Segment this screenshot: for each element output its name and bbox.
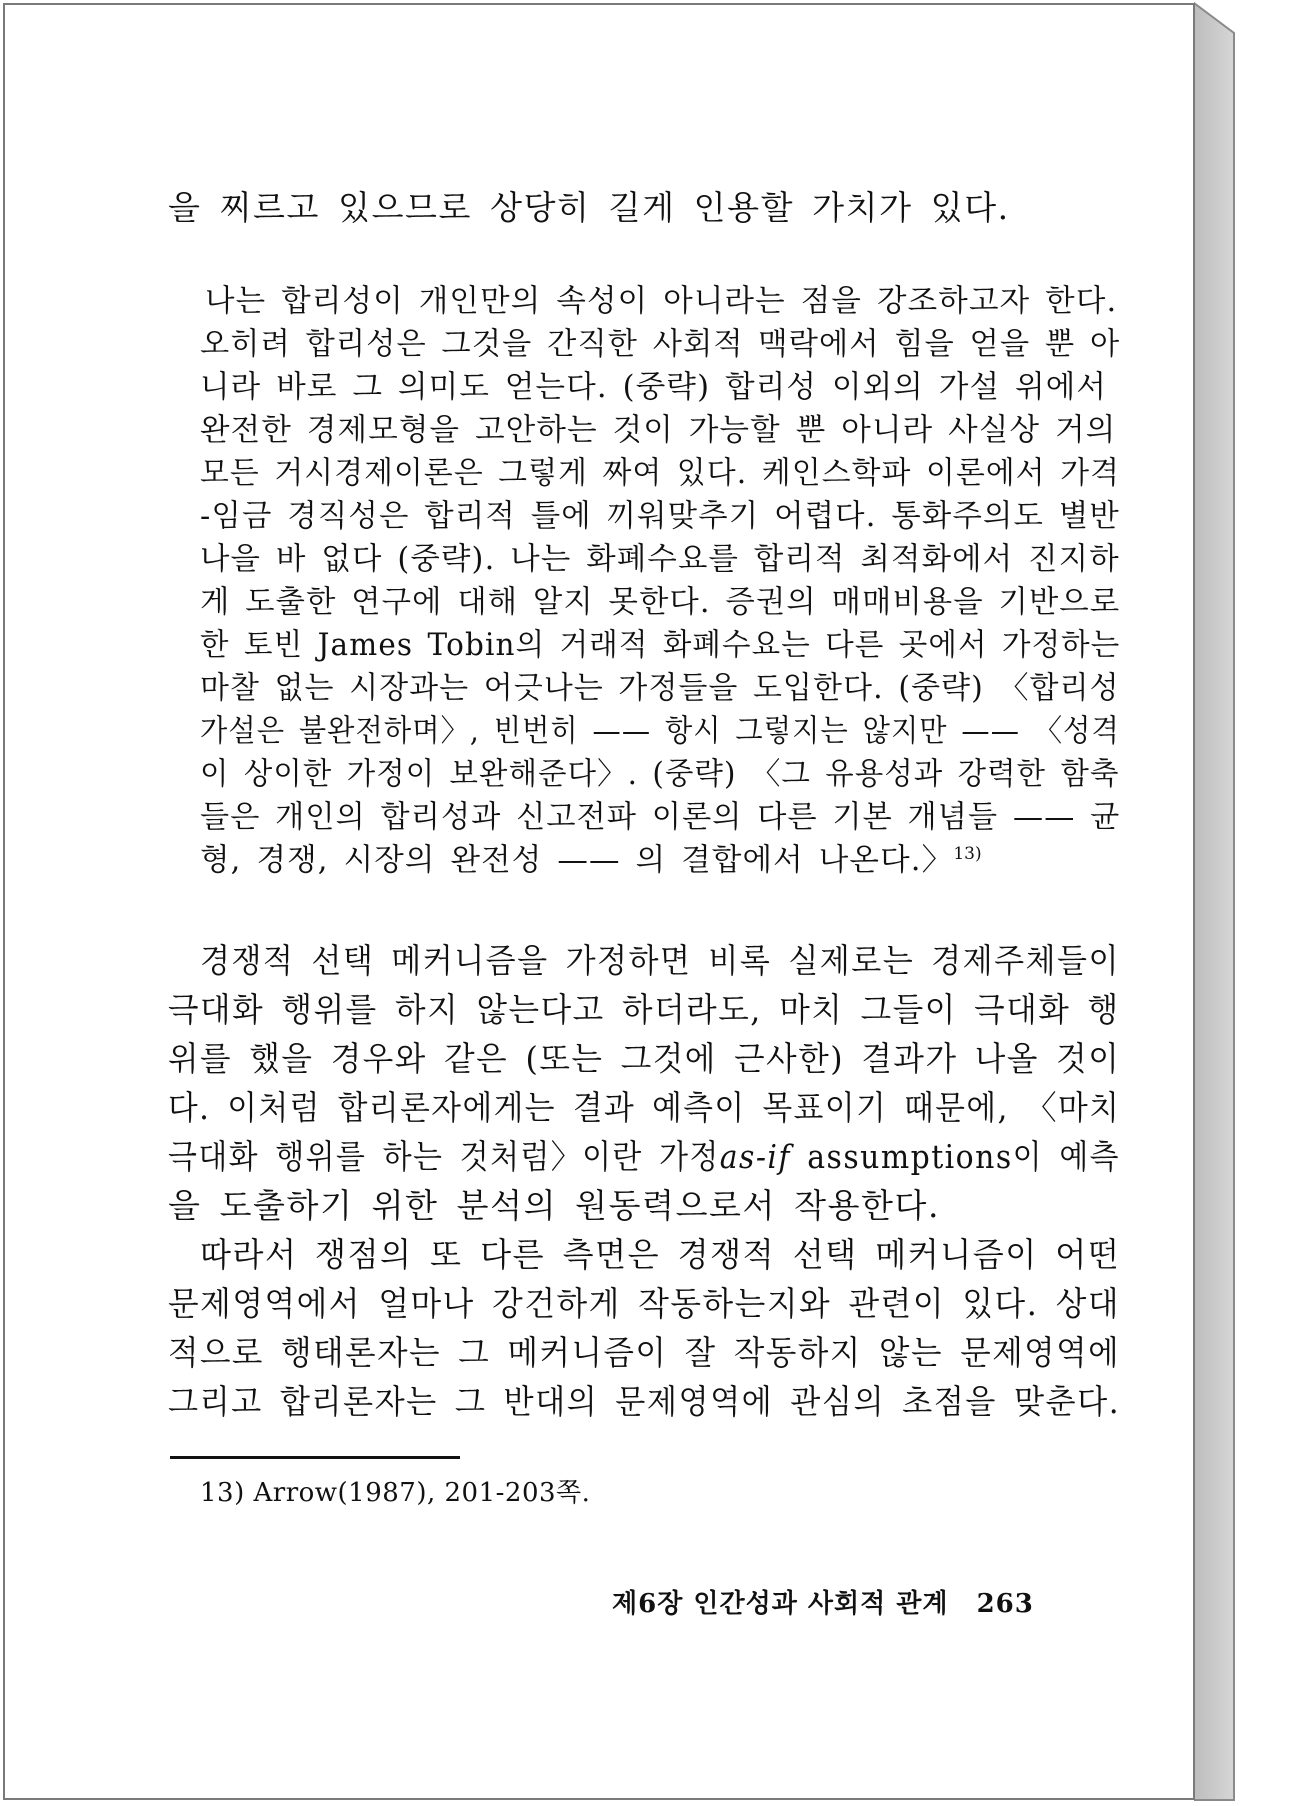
- running-footer: [612, 1583, 1034, 1620]
- quote-line: 나을 바 없다 (중략). 나는 화폐수요를 합리적 최적화에서 진지하: [200, 542, 1120, 577]
- page-number: 263: [976, 1589, 1034, 1619]
- body-line: 문제영역에서 얼마나 강건하게 작동하는지와 관련이 있다. 상대: [168, 1284, 1121, 1323]
- body-line: 그리고 합리론자는 그 반대의 문제영역에 관심의 초점을 맞춘다.: [168, 1382, 1121, 1421]
- body-line: 적으로 행태론자는 그 메커니즘이 잘 작동하지 않는 문제영역에: [168, 1333, 1121, 1372]
- body-line: 경쟁적 선택 메커니즘을 가정하면 비록 실제로는 경제주체들이: [200, 941, 1120, 980]
- quote-line: 한 토빈 James Tobin의 거래적 화폐수요는 다른 곳에서 가정하는: [200, 628, 1121, 663]
- quote-line-last: [200, 835, 982, 879]
- quote-line: 나는 합리성이 개인만의 속성이 아니라는 점을 강조하고자 한다.: [205, 284, 1118, 319]
- footnote-divider: [170, 1456, 460, 1459]
- quote-line: 완전한 경제모형을 고안하는 것이 가능할 뿐 아니라 사실상 거의: [200, 413, 1117, 448]
- footnote: 13) Arrow(1987), 201-203쪽.: [200, 1478, 591, 1508]
- page-body: [3, 3, 1195, 1800]
- quote-line: 니라 바로 그 의미도 얻는다. (중략) 합리성 이외의 가설 위에서: [200, 370, 1108, 405]
- quote-line-text: 형, 경쟁, 시장의 완전성 —— 의 결합에서 나온다.〉: [200, 843, 954, 878]
- body-line: 다. 이처럼 합리론자에게는 결과 예측이 목표이기 때문에, 〈마치: [168, 1088, 1121, 1127]
- body-line: 따라서 쟁점의 또 다른 측면은 경쟁적 선택 메커니즘이 어떤: [200, 1235, 1121, 1274]
- quote-line: 들은 개인의 합리성과 신고전파 이론의 다른 기본 개념들 —— 균: [200, 800, 1121, 835]
- body-line-text: 극대화 행위를 하는 것처럼〉이란 가정: [168, 1137, 720, 1176]
- page-edge-block: [1194, 0, 1294, 1806]
- quote-line: 모든 거시경제이론은 그렇게 짜여 있다. 케인스학파 이론에서 가격: [200, 456, 1121, 491]
- quote-line: -임금 경직성은 합리적 틀에 끼워맞추기 어렵다. 통화주의도 별반: [200, 499, 1120, 534]
- quote-line: 오히려 합리성은 그것을 간직한 사회적 맥락에서 힘을 얻을 뿐 아: [200, 327, 1121, 362]
- body-line: 극대화 행위를 하지 않는다고 하더라도, 마치 그들이 극대화 행: [168, 990, 1120, 1029]
- quote-line: 게 도출한 연구에 대해 알지 못한다. 증권의 매매비용을 기반으로: [200, 585, 1121, 620]
- quote-line: 이 상이한 가정이 보완해준다〉. (중략) 〈그 유용성과 강력한 함축: [200, 757, 1120, 792]
- quote-line: 가설은 불완전하며〉, 빈번히 —— 항시 그렇지는 않지만 —— 〈성격: [200, 714, 1120, 749]
- body-line-text: assumptions이 예측: [790, 1137, 1120, 1176]
- quote-line: 마찰 없는 시장과는 어긋나는 가정들을 도입한다. (중략) 〈합리성: [200, 671, 1120, 706]
- footnote-marker: 13): [953, 843, 982, 864]
- body-line: [168, 1131, 1120, 1178]
- chapter-title: 제6장 인간성과 사회적 관계: [612, 1589, 949, 1619]
- body-line: 을 도출하기 위한 분석의 원동력으로서 작용한다.: [168, 1186, 941, 1225]
- italic-term: as-if: [719, 1137, 791, 1176]
- opening-line: 을 찌르고 있으므로 상당히 길게 인용할 가치가 있다.: [168, 188, 1010, 227]
- body-line: 위를 했을 경우와 같은 (또는 그것에 근사한) 결과가 나올 것이: [168, 1039, 1121, 1078]
